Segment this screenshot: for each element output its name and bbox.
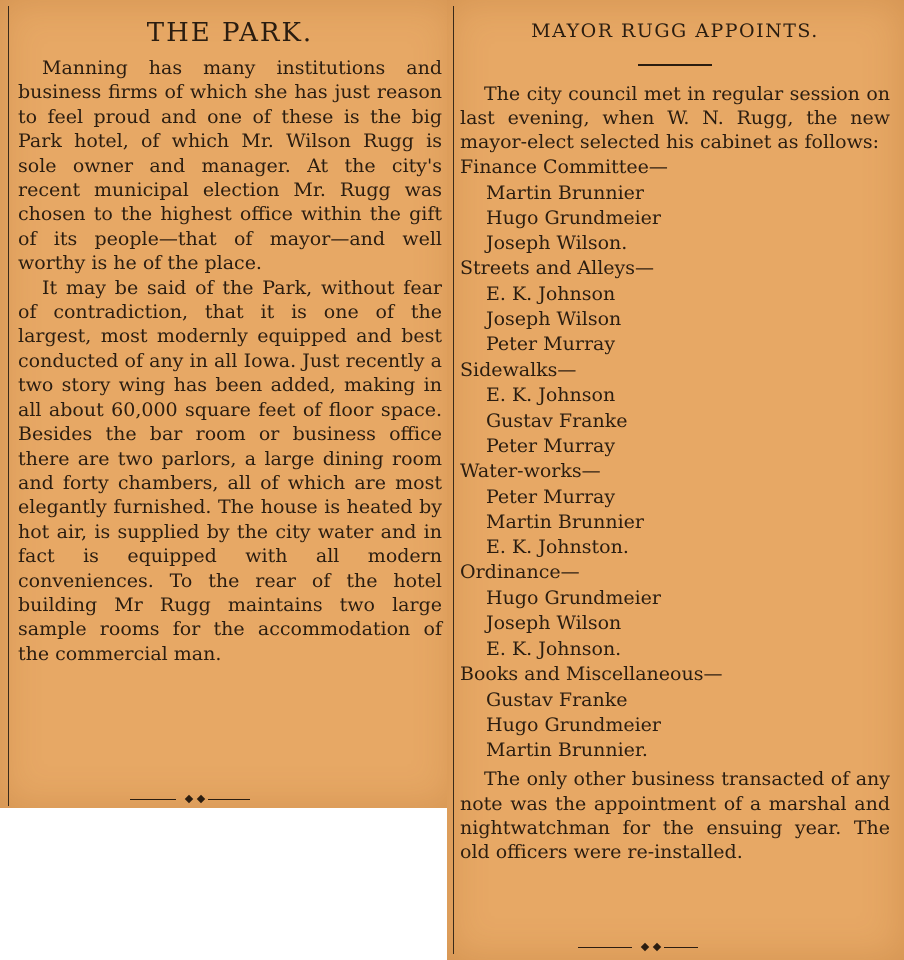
park-paragraph-1: Manning has many institutions and business firms of which she has just reason to feel proud and one of these is the big Park hotel, of which Mr. Wilson Rugg is sole owner and manager. At the city's recent municipal election Mr. Rugg was chosen to the highest office within the gift of its people—that of mayor—and well worthy is he of the place.	[18, 57, 442, 275]
mayor-closing-paragraph: The only other business transacted of any note was the appointment of a marshal and nightwatchman for the ensuing year. The old officers were re-installed.	[460, 768, 890, 864]
committee-member: Hugo Grundmeier	[486, 713, 662, 736]
committee-streets	[460, 256, 890, 357]
committee-member: E. K. Johnson.	[486, 637, 622, 660]
committee-member: E. K. Johnson	[486, 282, 616, 305]
committee-member: E. K. Johnston.	[486, 536, 629, 559]
committee-heading: Finance Committee—	[460, 155, 668, 178]
committee-member: Joseph Wilson	[486, 308, 622, 331]
committee-member: Martin Brunnier	[486, 181, 645, 204]
committee-member: Peter Murray	[486, 485, 616, 508]
committee-member: Gustav Franke	[486, 409, 628, 432]
committee-member: Joseph Wilson	[486, 612, 622, 635]
mayor-intro-paragraph: The city council met in regular session on last evening, when W. N. Rugg, the new mayor-elect selected his cabinet as follows:	[460, 82, 890, 154]
committee-heading: Ordinance—	[460, 561, 580, 584]
committee-sidewalks	[460, 358, 890, 459]
right-end-ornament	[578, 942, 698, 954]
committee-ordinance	[460, 560, 890, 661]
committee-member: Joseph Wilson.	[486, 231, 628, 254]
mayor-article	[460, 0, 890, 865]
park-article-title: THE PARK.	[146, 18, 314, 48]
committee-heading: Sidewalks—	[460, 358, 577, 381]
committee-heading: Water-works—	[460, 459, 601, 482]
park-paragraph-2: It may be said of the Park, without fear of contradiction, that it is one of the largest, most modernly equipped and best conducted of any in all Iowa. Just recently a two story wing has been added, making in all about 60,000 square feet of floor space. Besides the bar room or business office there are two parlors, a large dining room and forty chambers, all of which are most elegantly furnished. The house is heated by hot air, is supplied by the city water and in fact is equipped with all modern conveniences. To the rear of the hotel building Mr Rugg maintains two large sample rooms for the accommodation of the commercial man.	[18, 276, 442, 665]
center-column-rule	[453, 6, 454, 954]
park-article	[18, 0, 442, 666]
committee-heading: Streets and Alleys—	[460, 257, 655, 280]
committee-member: E. K. Johnson	[486, 384, 616, 407]
committee-member: Peter Murray	[486, 333, 616, 356]
committee-member: Martin Brunnier.	[486, 738, 648, 761]
committee-books	[460, 662, 890, 763]
committee-waterworks	[460, 459, 890, 560]
committee-member: Martin Brunnier	[486, 510, 645, 533]
title-divider	[638, 64, 712, 66]
committee-heading: Books and Miscellaneous—	[460, 662, 723, 685]
committee-member: Gustav Franke	[486, 688, 628, 711]
committee-member: Peter Murray	[486, 434, 616, 457]
committee-finance	[460, 155, 890, 256]
committee-member: Hugo Grundmeier	[486, 206, 662, 229]
mayor-article-title: MAYOR RUGG APPOINTS.	[531, 20, 819, 42]
committee-member: Hugo Grundmeier	[486, 587, 662, 610]
left-end-ornament	[130, 794, 250, 806]
left-column-rule	[8, 6, 9, 806]
